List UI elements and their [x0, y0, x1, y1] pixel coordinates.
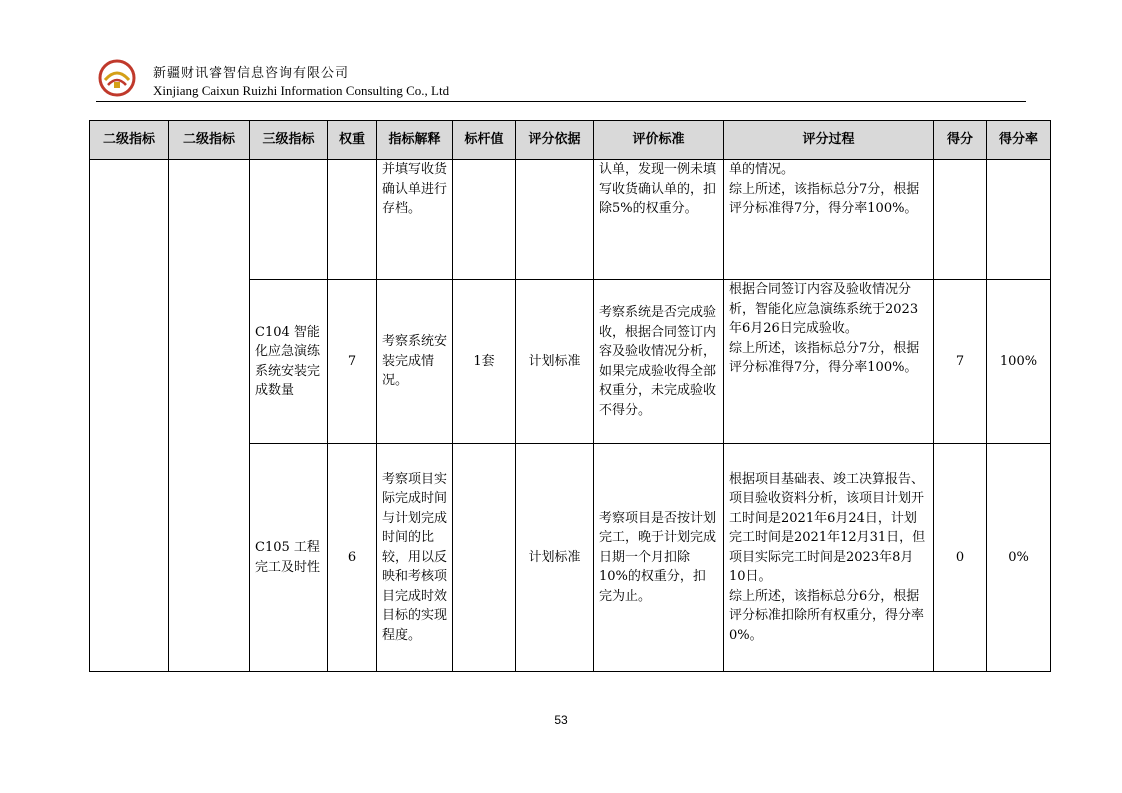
- table-cell-weight: 6: [328, 444, 377, 672]
- table-cell-process: 单的情况。 综上所述，该指标总分7分，根据评分标准得7分，得分率100%。: [724, 160, 934, 280]
- table-cell-indicator: C105 工程完工及时性: [250, 444, 328, 672]
- table-cell-standard: 考察系统是否完成验收，根据合同签订内容及验收情况分析，如果完成验收得全部权重分，未完成验收不得分。: [594, 280, 724, 444]
- table-cell: [250, 160, 328, 280]
- table-cell-rate: 100%: [987, 280, 1051, 444]
- col-header: 指标解释: [377, 121, 453, 160]
- col-header: 标杆值: [453, 121, 516, 160]
- header-divider: [96, 101, 1026, 102]
- table-cell-explain: 考察系统安装完成情况。: [377, 280, 453, 444]
- table-cell-indicator: C104 智能化应急演练系统安装完成数量: [250, 280, 328, 444]
- table-cell: [169, 160, 250, 672]
- col-header: 评价标准: [594, 121, 724, 160]
- table-cell-process: 根据项目基础表、竣工决算报告、项目验收资料分析，该项目计划开工时间是2021年6月24日，计划完工时间是2021年12月31日，但项目实际完工时间是2023年8月10日。 综上所述，该指标总分6分，根据评分标准扣除所有权重分，得分率0%。: [724, 444, 934, 672]
- col-header: 评分依据: [516, 121, 594, 160]
- table-cell-standard: 认单，发现一例未填写收货确认单的，扣除5%的权重分。: [594, 160, 724, 280]
- table-cell-explain: 并填写收货确认单进行存档。: [377, 160, 453, 280]
- col-header: 权重: [328, 121, 377, 160]
- table-cell: [328, 160, 377, 280]
- table-cell-process: 根据合同签订内容及验收情况分析，智能化应急演练系统于2023年6月26日完成验收。 综上所述，该指标总分7分，根据评分标准得7分，得分率100%。: [724, 280, 934, 444]
- table-cell-benchmark: 1套: [453, 280, 516, 444]
- col-header: 评分过程: [724, 121, 934, 160]
- table-cell-benchmark: [453, 444, 516, 672]
- table-cell-standard: 考察项目是否按计划完工，晚于计划完成日期一个月扣除10%的权重分，扣完为止。: [594, 444, 724, 672]
- company-name-cn: 新疆财讯睿智信息咨询有限公司: [153, 66, 350, 81]
- table-cell-explain: 考察项目实际完成时间与计划完成时间的比较，用以反映和考核项目完成时效目标的实现程度。: [377, 444, 453, 672]
- table-cell-basis: 计划标准: [516, 280, 594, 444]
- table-row: [90, 160, 1051, 280]
- evaluation-table: [89, 120, 1051, 672]
- company-logo-icon: [96, 58, 138, 98]
- table-header-row: [90, 121, 1051, 160]
- company-name-en: Xinjiang Caixun Ruizhi Information Consulting Co., Ltd: [153, 83, 450, 98]
- col-header: 得分率: [987, 121, 1051, 160]
- table-cell: [987, 160, 1051, 280]
- table-cell-score: 0: [934, 444, 987, 672]
- col-header: 二级指标: [169, 121, 250, 160]
- table-cell: [934, 160, 987, 280]
- table-cell: [453, 160, 516, 280]
- col-header: 三级指标: [250, 121, 328, 160]
- table-cell: [516, 160, 594, 280]
- table-cell-basis: 计划标准: [516, 444, 594, 672]
- table-cell-score: 7: [934, 280, 987, 444]
- page-number: 53: [554, 713, 568, 727]
- table-cell-weight: 7: [328, 280, 377, 444]
- table-cell: [90, 160, 169, 672]
- table-cell-rate: 0%: [987, 444, 1051, 672]
- col-header: 得分: [934, 121, 987, 160]
- col-header: 二级指标: [90, 121, 169, 160]
